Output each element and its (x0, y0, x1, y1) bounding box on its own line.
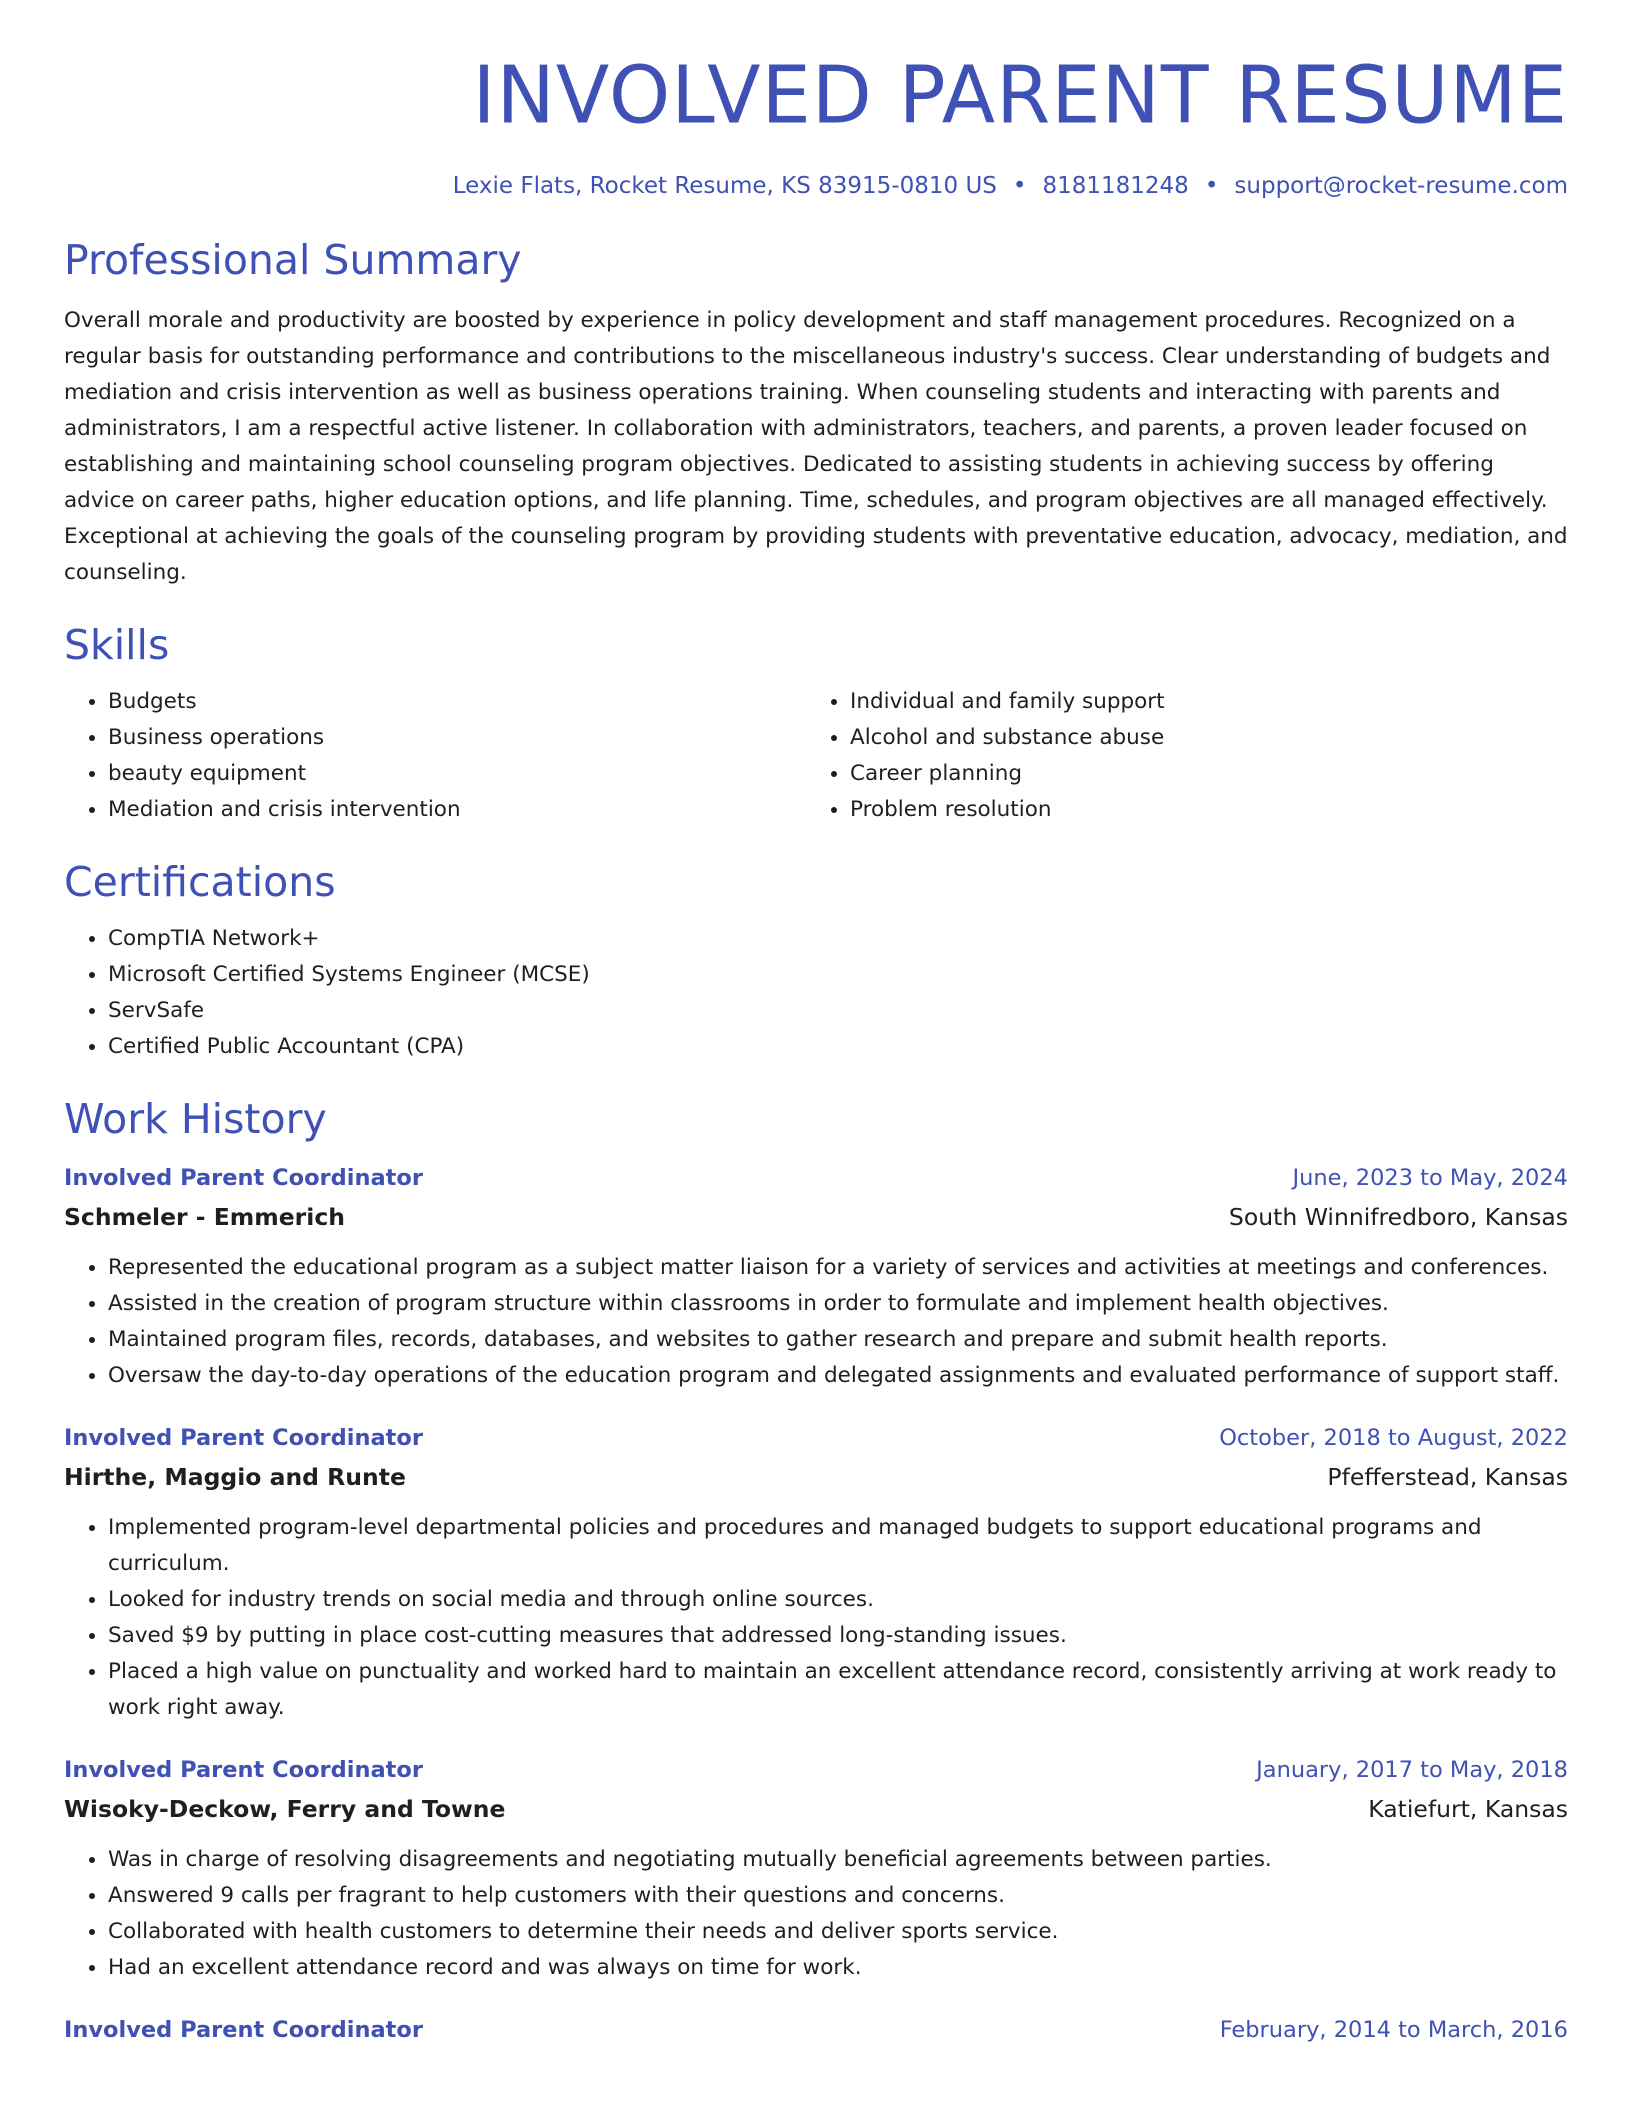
certification-item: • CompTIA Network+ (108, 921, 1568, 957)
job-bullets (64, 1250, 1568, 1394)
job-role: Involved Parent Coordinator (64, 1757, 423, 1784)
job-entry (64, 1750, 1568, 1986)
job-dates: January, 2017 to May, 2018 (1256, 1757, 1568, 1784)
contact-separator: • (1204, 172, 1219, 199)
skills-right-list (806, 684, 1548, 828)
skill-item: • Problem resolution (850, 792, 1548, 828)
job-header-row (64, 1750, 1568, 1790)
certification-item: • Certified Public Accountant (CPA) (108, 1029, 1568, 1065)
job-entry (64, 1158, 1568, 1394)
job-entry (64, 2010, 1568, 2050)
job-company: Wisoky-Deckow, Ferry and Towne (64, 1795, 506, 1824)
contact-line (64, 172, 1568, 202)
skill-item: • Mediation and crisis intervention (108, 792, 806, 828)
skill-item: • Budgets (108, 684, 806, 720)
job-role: Involved Parent Coordinator (64, 1425, 423, 1452)
skills-grid (64, 684, 1568, 828)
job-bullet: • Answered 9 calls per fragrant to help customers with their questions and concerns. (108, 1878, 1568, 1914)
resume-title: INVOLVED PARENT RESUME (472, 50, 1568, 142)
job-location: Pfefferstead, Kansas (1327, 1463, 1568, 1492)
job-bullet: • Placed a high value on punctuality and worked hard to maintain an excellent attendance record, consistently arriving at work ready to work right away. (108, 1654, 1568, 1726)
contact-separator: • (1012, 172, 1027, 199)
job-dates: February, 2014 to March, 2016 (1219, 2017, 1568, 2044)
job-bullet: • Looked for industry trends on social media and through online sources. (108, 1582, 1568, 1618)
skill-item: • beauty equipment (108, 756, 806, 792)
contact-address: Lexie Flats, Rocket Resume, KS 83915-0810 US (452, 172, 997, 199)
job-company: Schmeler - Emmerich (64, 1203, 345, 1232)
certification-item: • ServSafe (108, 993, 1568, 1029)
job-company-row (64, 1458, 1568, 1496)
job-bullets (64, 1510, 1568, 1726)
job-location: South Winnifredboro, Kansas (1228, 1203, 1568, 1232)
job-dates: October, 2018 to August, 2022 (1219, 1425, 1568, 1452)
summary-heading: Professional Summary (64, 235, 522, 284)
job-bullet: • Oversaw the day-to-day operations of the education program and delegated assignments and evaluated performance of support staff. (108, 1358, 1568, 1394)
summary-text: Overall morale and productivity are boosted by experience in policy development and staff management procedures. Recognized on a regular basis for outstanding performance and contributions to the miscellaneous industry's success. Clear understanding of budgets and mediation and crisis intervention as well as business operations training. When counseling students and interacting with parents and administrators, I am a respectful active listener. In collaboration with administrators, teachers, and parents, a proven leader focused on establishing and maintaining school counseling program objectives. Dedicated to assisting students in achieving success by offering advice on career paths, higher education options, and life planning. Time, schedules, and program objectives are all managed effectively. Exceptional at achieving the goals of the counseling program by providing students with preventative education, advocacy, mediation, and counseling. (64, 307, 1568, 585)
skill-item: • Career planning (850, 756, 1548, 792)
job-header-row (64, 2010, 1568, 2050)
job-bullet: • Maintained program files, records, databases, and websites to gather research and prepare and submit health reports. (108, 1322, 1568, 1358)
job-bullet: • Saved $9 by putting in place cost-cutting measures that addressed long-standing issues. (108, 1618, 1568, 1654)
job-bullet: • Represented the educational program as a subject matter liaison for a variety of services and activities at meetings and conferences. (108, 1250, 1568, 1286)
job-company: Hirthe, Maggio and Runte (64, 1463, 406, 1492)
skills-heading: Skills (64, 620, 170, 669)
job-bullet: • Was in charge of resolving disagreements and negotiating mutually beneficial agreements between parties. (108, 1842, 1568, 1878)
job-company-row (64, 1790, 1568, 1828)
job-role: Involved Parent Coordinator (64, 1165, 423, 1192)
skills-left-list (64, 684, 806, 828)
job-bullet: • Collaborated with health customers to determine their needs and deliver sports service. (108, 1914, 1568, 1950)
job-dates: June, 2023 to May, 2024 (1292, 1165, 1568, 1192)
job-bullet: • Assisted in the creation of program structure within classrooms in order to formulate and implement health objectives. (108, 1286, 1568, 1322)
skill-item: • Alcohol and substance abuse (850, 720, 1548, 756)
job-header-row (64, 1418, 1568, 1458)
work-history-heading: Work History (64, 1095, 327, 1144)
job-header-row (64, 1158, 1568, 1198)
contact-phone: 8181181248 (1042, 172, 1189, 199)
certifications-list (64, 921, 1568, 1065)
job-location: Katiefurt, Kansas (1368, 1795, 1568, 1824)
job-bullet: • Had an excellent attendance record and was always on time for work. (108, 1950, 1568, 1986)
skill-item: • Business operations (108, 720, 806, 756)
certification-item: • Microsoft Certified Systems Engineer (MCSE) (108, 957, 1568, 993)
certifications-heading: Certifications (64, 857, 336, 906)
job-bullet: • Implemented program-level departmental policies and procedures and managed budgets to support educational programs and curriculum. (108, 1510, 1568, 1582)
job-bullets (64, 1842, 1568, 1986)
contact-email: support@rocket-resume.com (1234, 172, 1568, 199)
job-role: Involved Parent Coordinator (64, 2017, 423, 2044)
job-entry (64, 1418, 1568, 1726)
skill-item: • Individual and family support (850, 684, 1548, 720)
job-company-row (64, 1198, 1568, 1236)
